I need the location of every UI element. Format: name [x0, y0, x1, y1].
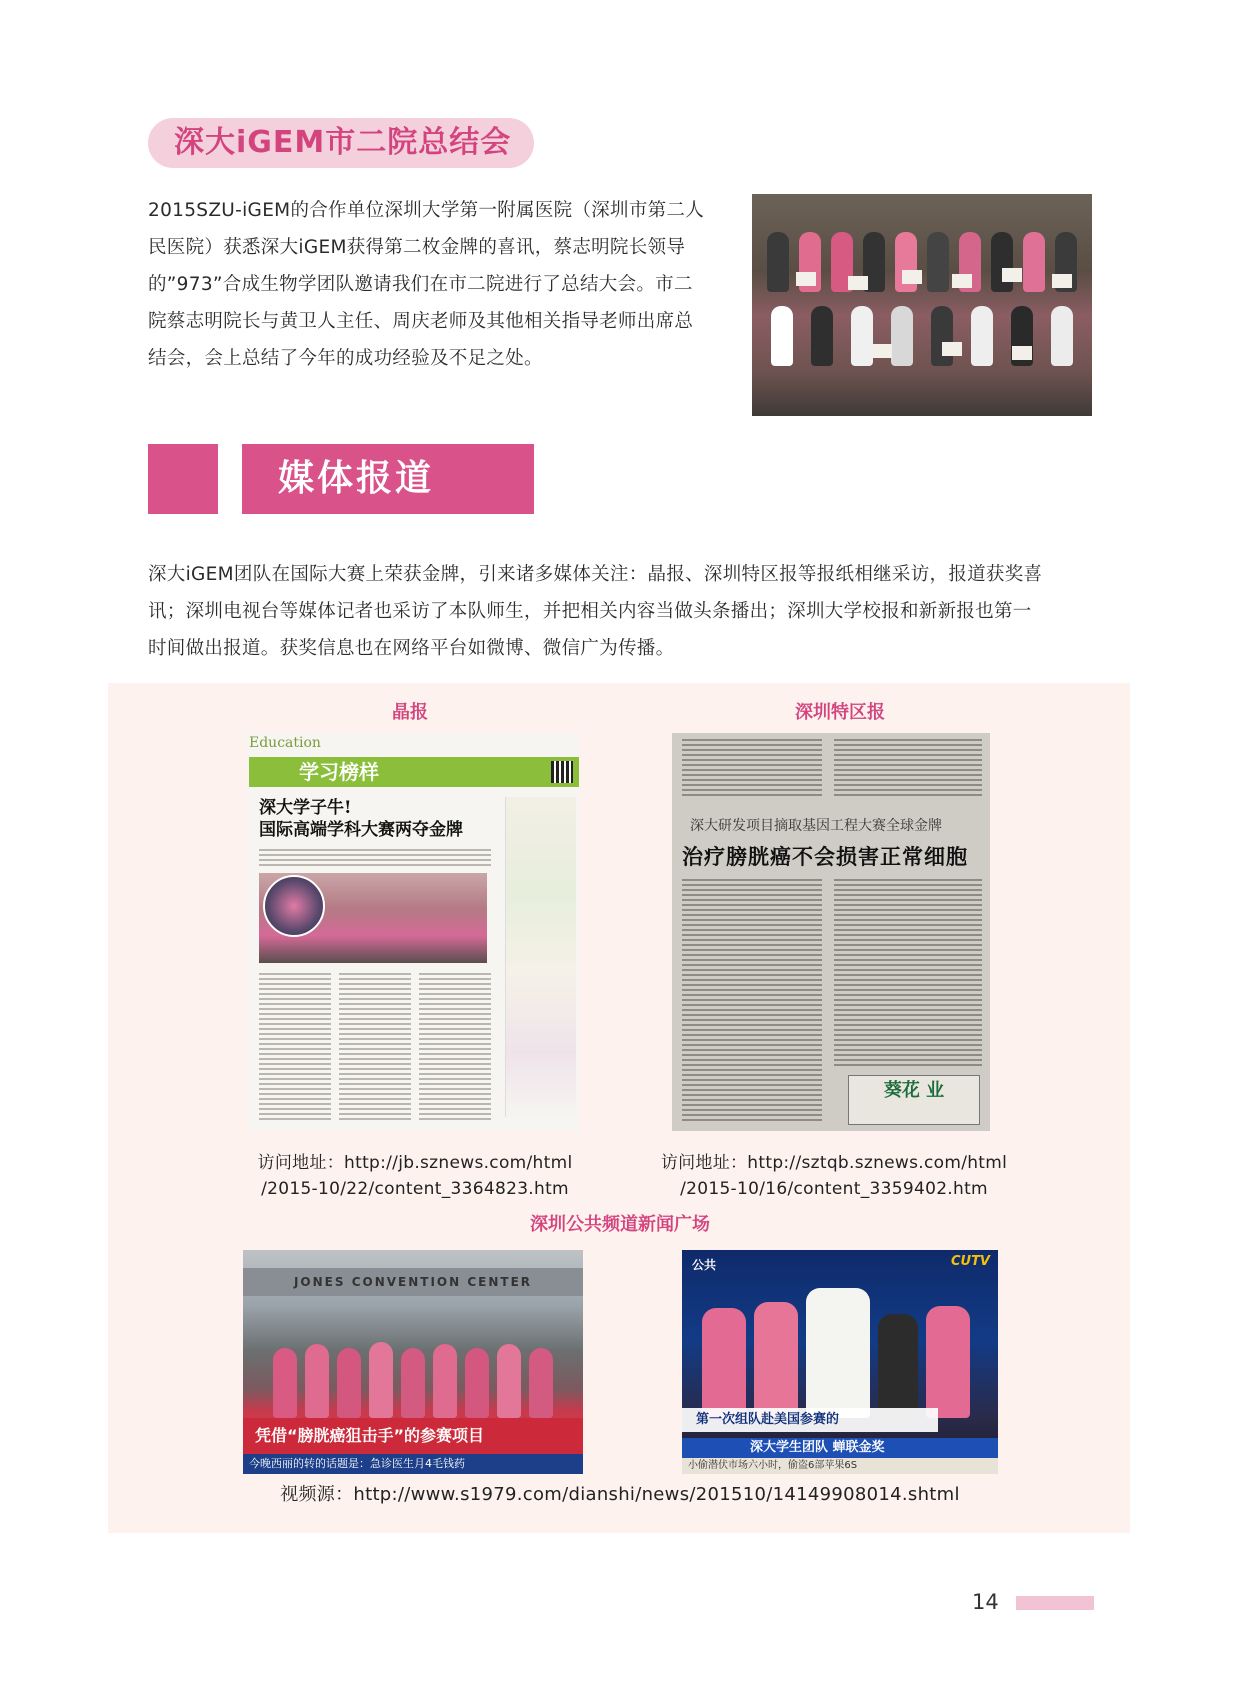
body-text-block [259, 973, 331, 1123]
cutv-logo: CUTV [950, 1254, 990, 1269]
url-line: 访问地址：http://jb.sznews.com/html [257, 1153, 573, 1173]
body-text-block [834, 879, 982, 1069]
comic-strip [505, 797, 576, 1117]
tv-caption: 深大学生团队 蝉联金奖 [682, 1438, 998, 1458]
body-text-block [682, 879, 822, 1123]
advertisement-box: 葵花 业 [848, 1075, 980, 1125]
clipping-headline [259, 797, 463, 841]
body-text-block [259, 849, 491, 869]
url-line: 访问地址：http://sztqb.sznews.com/html [660, 1153, 1008, 1173]
team-group-photo [752, 194, 1092, 416]
media-line: 深大iGEM团队在国际大赛上荣获金牌，引来诸多媒体关注：晶报、深圳特区报等报纸相继采访，报道获奖喜 [148, 564, 1043, 585]
tv-banner: 凭借“膀胱癌狙击手”的参赛项目 [243, 1418, 583, 1454]
media-line: 讯；深圳电视台等媒体记者也采访了本队师生，并把相关内容当做头条播出；深圳大学校报和新新报也第一 [148, 601, 1032, 622]
section-title-media: 媒体报道 [242, 444, 534, 514]
media-paragraph [148, 556, 1094, 667]
body-text-block [682, 739, 822, 799]
tequbao-clipping [672, 733, 990, 1131]
clipping-inset-photo [263, 875, 325, 937]
convention-sign: JONES CONVENTION CENTER [243, 1268, 583, 1296]
summary-line: 2015SZU-iGEM的合作单位深圳大学第一附属医院（深圳市第二人 [148, 200, 705, 221]
body-text-block [834, 739, 982, 799]
paper-header: Education [249, 735, 321, 751]
jingbao-title: 晶报 [392, 702, 428, 723]
video-source: 视频源：http://www.s1979.com/dianshi/news/201510/14149908014.shtml [280, 1484, 960, 1505]
body-text-block [339, 973, 411, 1123]
summary-line: 民医院）获悉深大iGEM获得第二枚金牌的喜讯，蔡志明院长领导 [148, 237, 686, 258]
summary-paragraph [148, 192, 738, 377]
clipping-subheadline: 深大研发项目摘取基因工程大赛全球金牌 [690, 818, 942, 834]
section-title-summary: 深大iGEM市二院总结会 [148, 118, 534, 168]
headline-line: 国际高端学科大赛两夺金牌 [259, 820, 463, 840]
jingbao-url [230, 1150, 600, 1202]
clipping-headline: 治疗膀胱癌不会损害正常细胞 [682, 844, 968, 869]
tv-caption: 第一次组队赴美国参赛的 [682, 1408, 938, 1432]
media-line: 时间做出报道。获奖信息也在网络平台如微博、微信广为传播。 [148, 638, 675, 659]
tv-title: 深圳公共频道新闻广场 [530, 1214, 710, 1235]
summary-line: 院蔡志明院长与黄卫人主任、周庆老师及其他相关指导老师出席总 [148, 311, 694, 332]
body-text-block [419, 973, 491, 1123]
tequbao-title: 深圳特区报 [795, 702, 885, 723]
url-line: /2015-10/16/content_3359402.htm [680, 1179, 988, 1199]
section-marker-square [148, 444, 218, 514]
page-decoration-bar [1016, 1596, 1094, 1610]
tv-still-convention [243, 1250, 583, 1474]
channel-logo: 公共 [692, 1258, 717, 1272]
tequbao-url [650, 1150, 1018, 1202]
page-number: 14 [972, 1590, 999, 1614]
jingbao-clipping [247, 733, 579, 1131]
paper-section-bar: 学习榜样 [249, 757, 579, 787]
tv-still-interview [682, 1250, 998, 1474]
url-line: /2015-10/22/content_3364823.htm [261, 1179, 569, 1199]
tv-ticker: 今晚西丽的转的话题是：急诊医生月4毛钱药 [243, 1454, 583, 1474]
qr-code-icon [551, 761, 573, 783]
summary-line: 结会，会上总结了今年的成功经验及不足之处。 [148, 348, 543, 369]
summary-line: 的”973”合成生物学团队邀请我们在市二院进行了总结大会。市二 [148, 274, 693, 295]
tv-ticker: 小偷潜伏市场六小时，偷盗6部苹果6S [682, 1458, 998, 1474]
headline-line: 深大学子牛! [259, 798, 352, 818]
